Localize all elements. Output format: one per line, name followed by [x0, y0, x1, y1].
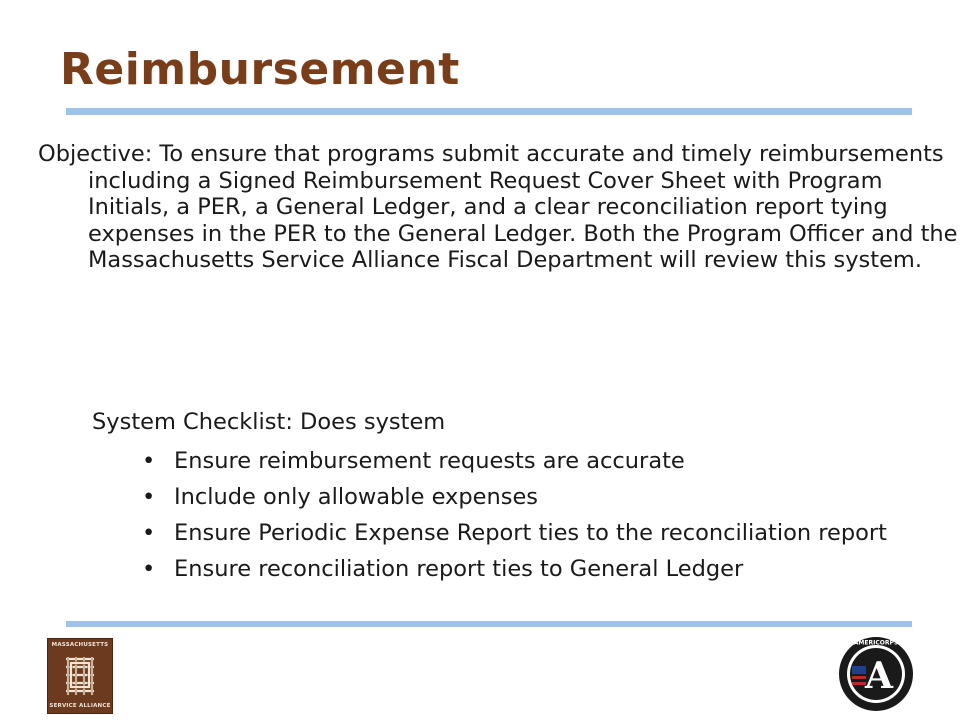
bullet-icon: •	[142, 556, 156, 582]
checklist	[138, 448, 938, 592]
checklist-heading: System Checklist: Does system	[92, 409, 446, 435]
americorps-logo	[838, 636, 914, 712]
checklist-item-text: Ensure Periodic Expense Report ties to the reconciliation report	[174, 520, 888, 546]
footer-divider	[66, 621, 912, 627]
knot-icon	[62, 653, 98, 699]
bullet-icon: •	[142, 484, 156, 510]
checklist-item-text: Ensure reimbursement requests are accurate	[174, 448, 685, 474]
page-title: Reimbursement	[60, 44, 460, 95]
checklist-item	[138, 556, 938, 582]
objective-text: Objective: To ensure that programs submit accurate and timely reimbursements including a Signed Reimbursement Request Cover Sheet with Program Initials, a PER, a General Ledger, and a clear reconciliation report tying expenses in the PER to the General Ledger. Both the Program Officer and the Massachusetts Service Alliance Fiscal Department will review this system.	[38, 141, 958, 273]
bullet-icon: •	[142, 520, 156, 546]
checklist-item-text: Ensure reconciliation report ties to General Ledger	[174, 556, 744, 582]
checklist-item	[138, 484, 938, 510]
americorps-ring-text: AMERICORPS	[853, 639, 899, 647]
logo-text-top: MASSACHUSETTS	[51, 642, 109, 648]
bullet-icon: •	[142, 448, 156, 474]
massachusetts-service-alliance-logo	[47, 638, 113, 714]
logo-text-bottom: SERVICE ALLIANCE	[49, 703, 111, 709]
americorps-letter: A	[865, 655, 893, 697]
checklist-item	[138, 448, 938, 474]
checklist-item-text: Include only allowable expenses	[174, 484, 539, 510]
title-divider	[66, 108, 912, 115]
checklist-item	[138, 520, 938, 546]
